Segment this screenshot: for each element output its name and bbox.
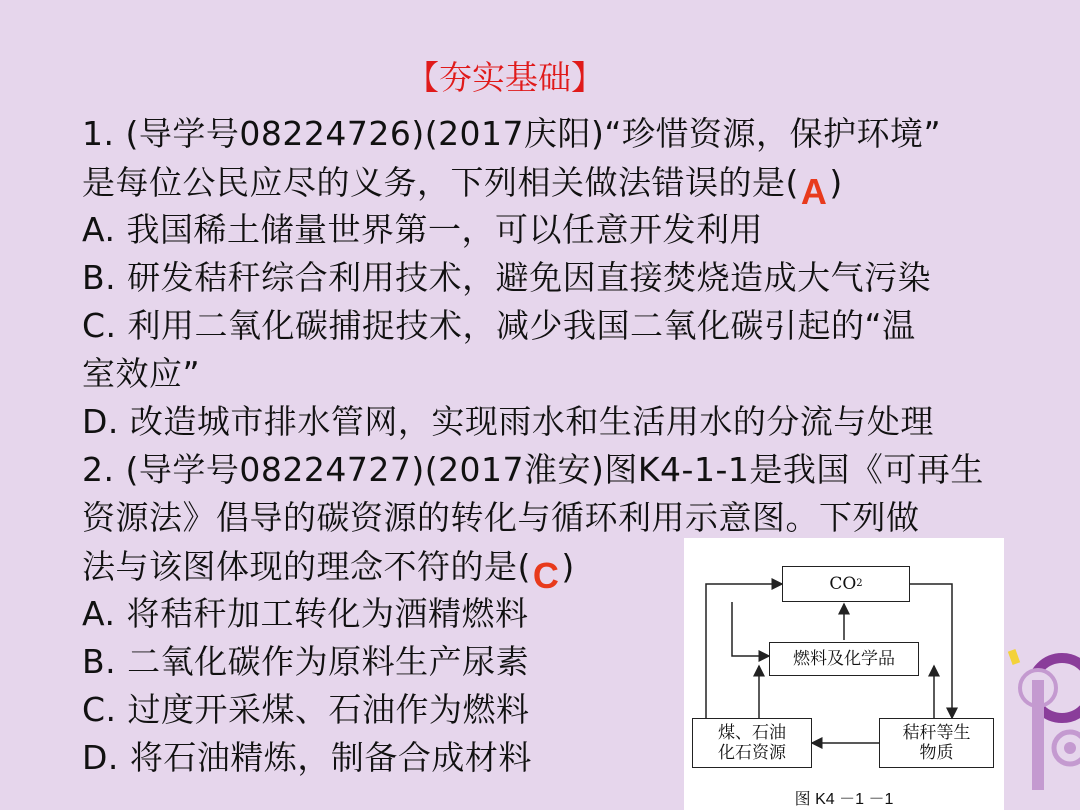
carbon-cycle-diagram <box>684 538 1004 810</box>
q1-option-a: A. 我国稀土储量世界第一，可以任意开发利用 <box>82 210 763 249</box>
fossil-resources-box: 煤、石油 化石资源 <box>692 718 812 768</box>
section-heading: 【夯实基础】 <box>406 58 604 97</box>
q1-option-d: D. 改造城市排水管网，实现雨水和生活用水的分流与处理 <box>82 402 934 441</box>
q1-option-b: B. 研发秸秆综合利用技术，避免因直接焚烧造成大气污染 <box>82 258 932 297</box>
figure-caption: 图 K4 －1 －1 <box>794 791 894 808</box>
q1-answer: A <box>800 171 828 212</box>
q2-line-2: 资源法》倡导的碳资源的转化与循环利用示意图。下列做 <box>82 498 920 537</box>
q2-option-d: D. 将石油精炼，制备合成材料 <box>82 738 532 777</box>
q2-option-c: C. 过度开采煤、石油作为燃料 <box>82 690 530 729</box>
q1-option-c: C. 利用二氧化碳捕捉技术，减少我国二氧化碳引起的“温 <box>82 306 916 345</box>
q2-option-a: A. 将秸秆加工转化为酒精燃料 <box>82 594 529 633</box>
q2-option-b: B. 二氧化碳作为原料生产尿素 <box>82 642 530 681</box>
co2-box: CO 2 <box>782 566 910 602</box>
q1-option-c-cont: 室效应” <box>82 354 201 393</box>
fuel-chemicals-box: 燃料及化学品 <box>769 642 919 676</box>
q2-answer: C <box>532 555 560 596</box>
decorative-logo-icon <box>1000 640 1080 790</box>
q2-line-1: 2. (导学号08224727)(2017淮安)图K4-1-1是我国《可再生 <box>82 450 984 489</box>
q2-line-3: 法与该图体现的理念不符的是(C) <box>82 542 575 591</box>
q1-line-1: 1. (导学号08224726)(2017庆阳)“珍惜资源，保护环境” <box>82 114 942 153</box>
biomass-box: 秸秆等生 物质 <box>879 718 994 768</box>
q1-line-2: 是每位公民应尽的义务，下列相关做法错误的是(A) <box>82 158 843 207</box>
